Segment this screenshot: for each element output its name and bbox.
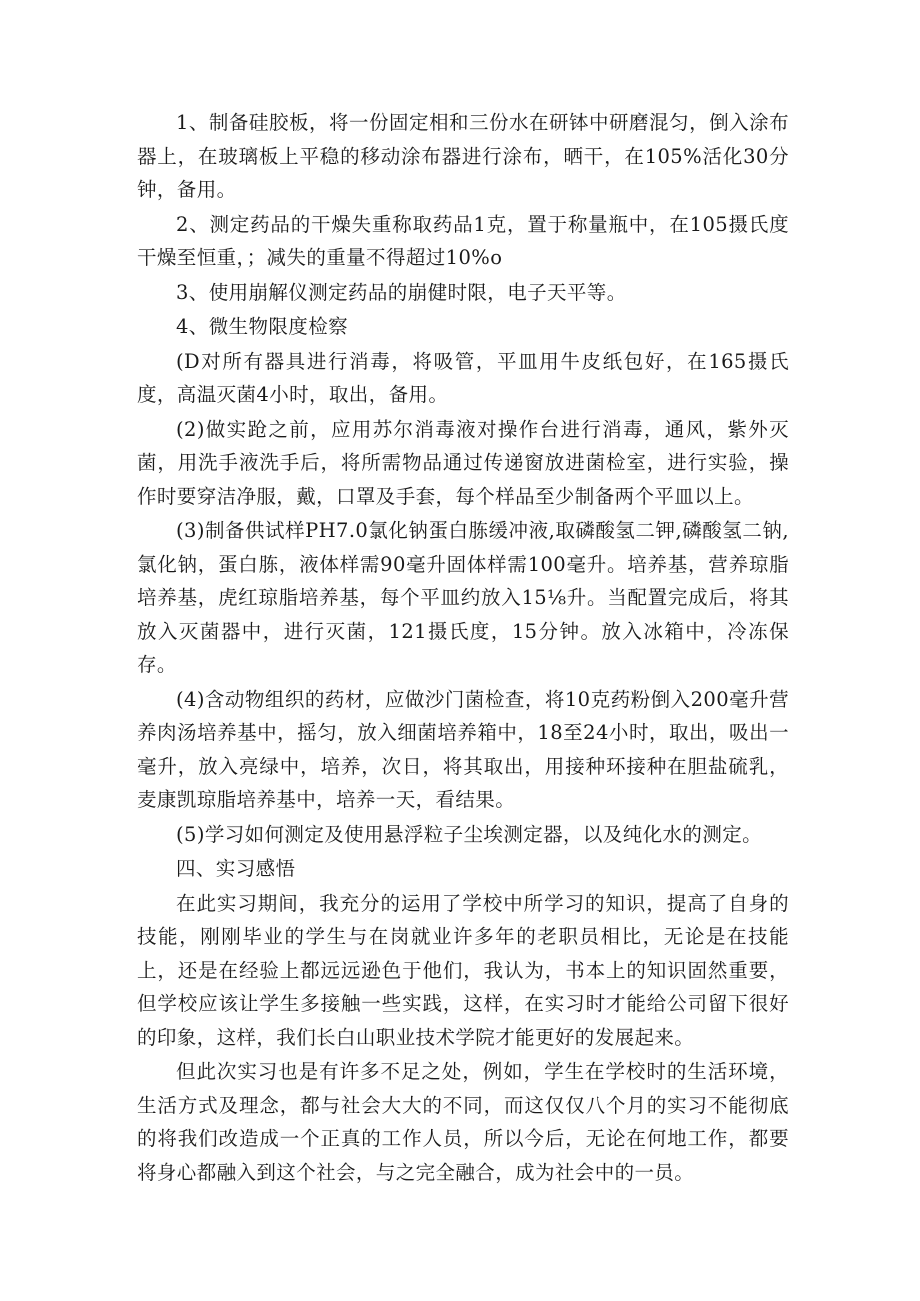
section-heading-reflections: 四、实习感悟 bbox=[176, 857, 296, 880]
paragraph-step-3: 3、使用崩解仪测定药品的崩健时限，电子天平等。 bbox=[176, 280, 627, 304]
document-body bbox=[137, 106, 789, 1190]
paragraph-reflection-2: 但此次实习也是有许多不足之处，例如，学生在学校时的生活环境，生活方式及理念，都与社会大大的不同，而这仅仅八个月的实习不能彻底的将我们改造成一个正真的工作人员，所以今后，无论在何地工作，都要将身心都融入到这个社会，与之完全融合，成为社会中的一员。 bbox=[137, 1060, 789, 1184]
paragraph-reflection-1: 在此实习期间，我充分的运用了学校中所学习的知识，提高了自身的技能，刚刚毕业的学生与在岗就业许多年的老职员相比，无论是在技能上，还是在经验上都远远逊色于他们，我认为，书本上的知识固然重要，但学校应该让学生多接触一些实践，这样，在实习时才能给公司留下很好的印象，这样，我们长白山职业技术学院才能更好的发展起来。 bbox=[137, 891, 789, 1049]
paragraph-sub-5: (5)学习如何测定及使用悬浮粒子尘埃测定器，以及纯化水的测定。 bbox=[176, 822, 763, 846]
paragraph-step-1: 1、制备硅胶板，将一份固定相和三份水在研钵中研磨混匀，倒入涂布器上，在玻璃板上平稳的移动涂布器进行涂布，晒干，在105%活化30分钟，备用。 bbox=[137, 111, 789, 201]
section-heading-microbial-limit: 4、微生物限度检察 bbox=[176, 315, 349, 338]
paragraph-step-2: 2、测定药品的干燥失重称取药品1克，置于称量瓶中，在105摄氏度干燥至恒重，；减失的重量不得超过10%o bbox=[137, 212, 789, 269]
paragraph-sub-2: (2)做实跄之前，应用苏尔消毒液对操作台进行消毒，通风，紫外灭菌，用洗手液洗手后，将所需物品通过传递窗放进菌检室，进行实验，操作时要穿洁净服，戴，口罩及手套，每个样品至少制备两个平皿以上。 bbox=[137, 417, 789, 508]
paragraph-sub-4: (4)含动物组织的药材，应做沙门菌检查，将10克药粉倒入200毫升营养肉汤培养基中，摇匀，放入细菌培养箱中，18至24小时，取出，吸出一毫升，放入亮绿中，培养，次日，将其取出，用接种环接种在胆盐硫乳，麦康凯琼脂培养基中，培养一天，看结果。 bbox=[137, 687, 789, 811]
paragraph-sub-3: (3)制备供试样PH7.0氯化钠蛋白胨缓冲液,取磷酸氢二钾,磷酸氢二钠,氯化钠，蛋白胨，液体样需90毫升固体样需100毫升。培养基，营养琼脂培养基，虎红琼脂培养基，每个平皿约放入15⅛升。当配置完成后，将其放入灭菌器中，进行灭菌，121摄氏度，15分钟。放入冰箱中，冷冻保存。 bbox=[137, 519, 789, 676]
paragraph-sub-1: (D对所有器具进行消毒，将吸管，平皿用牛皮纸包好，在165摄氏度，高温灭菌4小时，取出，备用。 bbox=[137, 349, 789, 406]
